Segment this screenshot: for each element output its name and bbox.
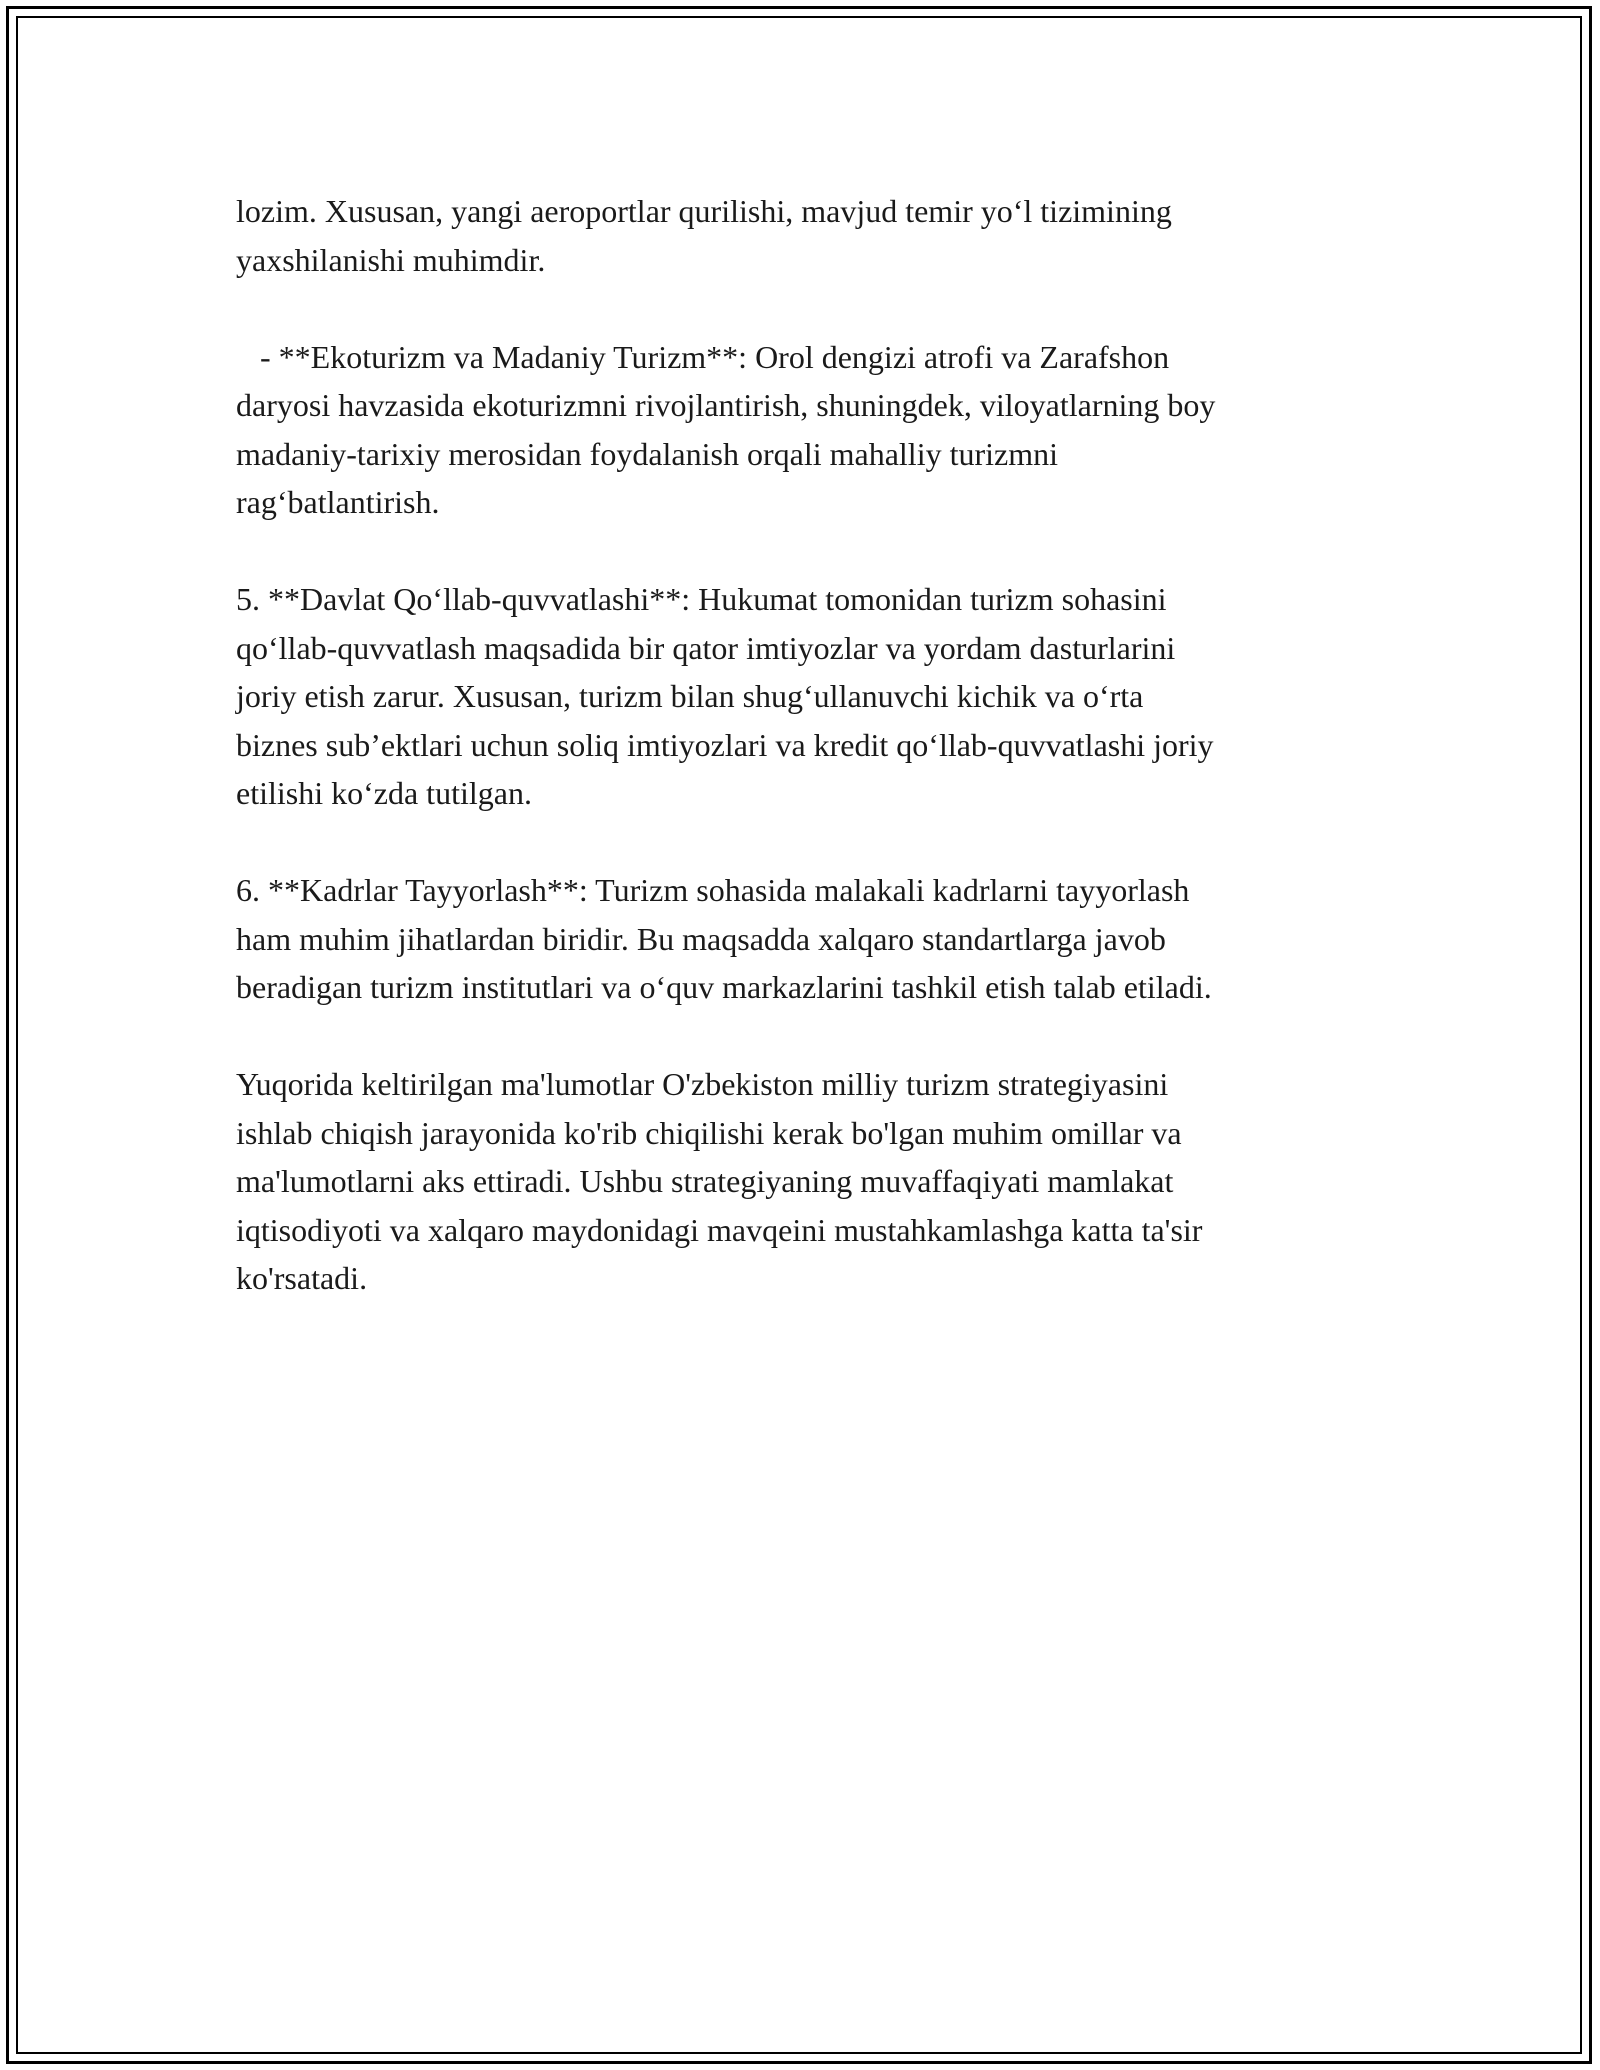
paragraph-state-support: 5. **Davlat Qo‘llab-quvvatlashi**: Hukumat tomonidan turizm sohasini qo‘llab-quvvatlash maqsadida bir qator imtiyozlar va yordam dasturlarini joriy etish zarur. Xususan, turizm bilan shug‘ullanuvchi kichik va o‘rta biznes sub’ektlari uchun soliq imtiyozlari va kredit qo‘llab-quvvatlashi joriy etilishi ko‘zda tutilgan. (236, 581, 1214, 811)
paragraph-transport: lozim. Xususan, yangi aeroportlar qurilishi, mavjud temir yo‘l tizimining yaxshilanishi muhimdir. (236, 193, 1172, 278)
paragraph-staff-training: 6. **Kadrlar Tayyorlash**: Turizm sohasida malakali kadrlarni tayyorlash ham muhim jihatlardan biridir. Bu maqsadda xalqaro standartlarga javob beradigan turizm institutlari va o‘quv markazlarini tashkil etish talab etiladi. (236, 872, 1212, 1005)
paragraph-ecotourism: - **Ekoturizm va Madaniy Turizm**: Orol dengizi atrofi va Zarafshon daryosi havzasida ekoturizmni rivojlantirish, shuningdek, viloyatlarning boy madaniy-tarixiy merosidan foydalanish orqali mahalliy turizmni rag‘batlantirish. (236, 338, 1216, 520)
document-body (236, 187, 1366, 1303)
paragraph-conclusion: Yuqorida keltirilgan ma'lumotlar O'zbekiston milliy turizm strategiyasini ishlab chiqish jarayonida ko'rib chiqilishi kerak bo'lgan muhim omillar va ma'lumotlarni aks ettiradi. Ushbu strategiyaning muvaffaqiyati mamlakat iqtisodiyoti va xalqaro maydonidagi mavqeini mustahkamlashga katta ta'sir ko'rsatadi. (236, 1066, 1203, 1296)
